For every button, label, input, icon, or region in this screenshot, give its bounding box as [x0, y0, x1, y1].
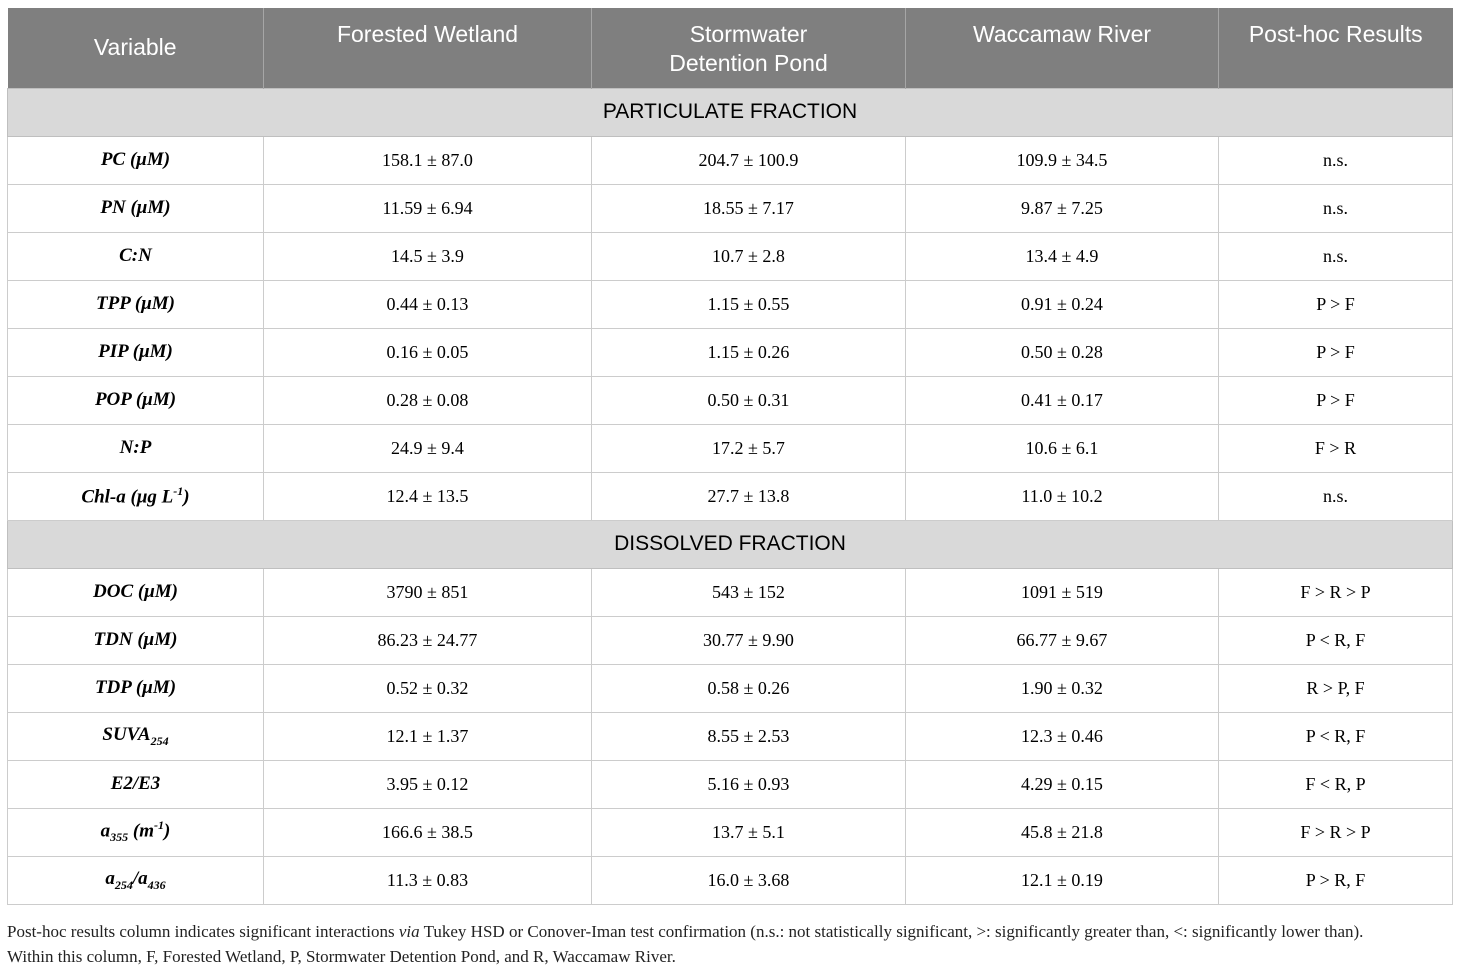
variable-cell: PIP (μM) — [8, 328, 264, 376]
forested-value: 0.52 ± 0.32 — [264, 664, 592, 712]
river-value: 45.8 ± 21.8 — [906, 808, 1219, 856]
header-stormwater-line2: Detention Pond — [669, 50, 828, 76]
river-value: 12.1 ± 0.19 — [906, 856, 1219, 904]
header-stormwater-pond — [592, 8, 906, 88]
table-row — [8, 136, 1453, 184]
table-row — [8, 808, 1453, 856]
variable-label-main: a — [100, 820, 111, 842]
variable-label-sup: -1 — [173, 483, 184, 498]
forested-value: 12.4 ± 13.5 — [264, 472, 592, 520]
river-value: 0.41 ± 0.17 — [906, 376, 1219, 424]
forested-value: 0.16 ± 0.05 — [264, 328, 592, 376]
table-row — [8, 424, 1453, 472]
forested-value: 3790 ± 851 — [264, 568, 592, 616]
river-value: 4.29 ± 0.15 — [906, 760, 1219, 808]
posthoc-value: F > R — [1219, 424, 1453, 472]
header-row — [8, 8, 1453, 88]
variable-cell — [8, 472, 264, 520]
section-row-particulate — [8, 88, 1453, 136]
variable-label-sub: 254 — [114, 877, 133, 892]
section-label-dissolved: DISSOLVED FRACTION — [8, 520, 1453, 568]
footnote-line-1 — [7, 919, 1455, 944]
table-row — [8, 232, 1453, 280]
variable-label-sub2: 436 — [147, 877, 166, 892]
table-row — [8, 472, 1453, 520]
forested-value: 0.28 ± 0.08 — [264, 376, 592, 424]
forested-value: 11.3 ± 0.83 — [264, 856, 592, 904]
variable-cell — [8, 856, 264, 904]
table-row — [8, 280, 1453, 328]
variable-cell: PC (μM) — [8, 136, 264, 184]
posthoc-value: P < R, F — [1219, 712, 1453, 760]
pond-value: 5.16 ± 0.93 — [592, 760, 906, 808]
variable-label-tail: ) — [164, 820, 171, 842]
posthoc-value: R > P, F — [1219, 664, 1453, 712]
forested-value: 11.59 ± 6.94 — [264, 184, 592, 232]
variable-cell: POP (μM) — [8, 376, 264, 424]
section-row-dissolved — [8, 520, 1453, 568]
pond-value: 10.7 ± 2.8 — [592, 232, 906, 280]
table-row — [8, 328, 1453, 376]
table-row — [8, 664, 1453, 712]
posthoc-value: P < R, F — [1219, 616, 1453, 664]
table-row — [8, 616, 1453, 664]
table-row — [8, 376, 1453, 424]
forested-value: 12.1 ± 1.37 — [264, 712, 592, 760]
header-forested-wetland: Forested Wetland — [264, 8, 592, 88]
variable-cell: TDN (μM) — [8, 616, 264, 664]
pond-value: 8.55 ± 2.53 — [592, 712, 906, 760]
river-value: 66.77 ± 9.67 — [906, 616, 1219, 664]
header-waccamaw-river: Waccamaw River — [906, 8, 1219, 88]
pond-value: 27.7 ± 13.8 — [592, 472, 906, 520]
pond-value: 13.7 ± 5.1 — [592, 808, 906, 856]
pond-value: 1.15 ± 0.55 — [592, 280, 906, 328]
river-value: 9.87 ± 7.25 — [906, 184, 1219, 232]
river-value: 12.3 ± 0.46 — [906, 712, 1219, 760]
pond-value: 204.7 ± 100.9 — [592, 136, 906, 184]
forested-value: 3.95 ± 0.12 — [264, 760, 592, 808]
footnote-text-a: Post-hoc results column indicates significant interactions — [7, 922, 399, 941]
variable-cell — [8, 808, 264, 856]
footnote-line-2: Within this column, F, Forested Wetland, P, Stormwater Detention Pond, and R, Waccamaw River. — [7, 947, 676, 966]
river-value: 109.9 ± 34.5 — [906, 136, 1219, 184]
variable-label-sub: 254 — [150, 733, 169, 748]
variable-cell: E2/E3 — [8, 760, 264, 808]
header-variable: Variable — [8, 8, 264, 88]
river-value: 0.91 ± 0.24 — [906, 280, 1219, 328]
posthoc-value: P > F — [1219, 280, 1453, 328]
river-value: 1.90 ± 0.32 — [906, 664, 1219, 712]
footnote-via: via — [398, 922, 420, 941]
pond-value: 543 ± 152 — [592, 568, 906, 616]
posthoc-value: P > F — [1219, 376, 1453, 424]
variable-label-main: Chl-a (μg L — [81, 486, 174, 508]
variable-label-sup: -1 — [154, 818, 165, 833]
posthoc-value: n.s. — [1219, 232, 1453, 280]
river-value: 1091 ± 519 — [906, 568, 1219, 616]
footnote-text-b: Tukey HSD or Conover-Iman test confirmation (n.s.: not statistically significant, >: significantly greater than, <: significantly lower than). — [419, 922, 1364, 941]
variable-label-sub: 355 — [110, 830, 129, 845]
variable-cell: PN (μM) — [8, 184, 264, 232]
posthoc-value: n.s. — [1219, 472, 1453, 520]
pond-value: 16.0 ± 3.68 — [592, 856, 906, 904]
variable-label-tail: ) — [183, 486, 190, 508]
variable-label-main: SUVA — [102, 723, 151, 745]
pond-value: 17.2 ± 5.7 — [592, 424, 906, 472]
variable-cell: TPP (μM) — [8, 280, 264, 328]
results-table — [7, 8, 1453, 905]
table-row — [8, 568, 1453, 616]
table-row — [8, 760, 1453, 808]
variable-cell — [8, 712, 264, 760]
forested-value: 0.44 ± 0.13 — [264, 280, 592, 328]
river-value: 13.4 ± 4.9 — [906, 232, 1219, 280]
table-footnote — [7, 919, 1455, 969]
posthoc-value: n.s. — [1219, 184, 1453, 232]
header-posthoc: Post-hoc Results — [1219, 8, 1453, 88]
river-value: 11.0 ± 10.2 — [906, 472, 1219, 520]
variable-label-mid: /a — [132, 867, 148, 889]
variable-cell: TDP (μM) — [8, 664, 264, 712]
river-value: 0.50 ± 0.28 — [906, 328, 1219, 376]
variable-cell: C:N — [8, 232, 264, 280]
table-row — [8, 184, 1453, 232]
variable-label-mid: (m — [128, 820, 155, 842]
posthoc-value: P > R, F — [1219, 856, 1453, 904]
forested-value: 158.1 ± 87.0 — [264, 136, 592, 184]
pond-value: 0.58 ± 0.26 — [592, 664, 906, 712]
forested-value: 14.5 ± 3.9 — [264, 232, 592, 280]
posthoc-value: F < R, P — [1219, 760, 1453, 808]
variable-label-main: a — [105, 867, 115, 889]
pond-value: 1.15 ± 0.26 — [592, 328, 906, 376]
table-row — [8, 712, 1453, 760]
forested-value: 24.9 ± 9.4 — [264, 424, 592, 472]
section-label-particulate: PARTICULATE FRACTION — [8, 88, 1453, 136]
pond-value: 18.55 ± 7.17 — [592, 184, 906, 232]
posthoc-value: F > R > P — [1219, 808, 1453, 856]
pond-value: 0.50 ± 0.31 — [592, 376, 906, 424]
forested-value: 166.6 ± 38.5 — [264, 808, 592, 856]
table-row — [8, 856, 1453, 904]
posthoc-value: F > R > P — [1219, 568, 1453, 616]
variable-cell: DOC (μM) — [8, 568, 264, 616]
river-value: 10.6 ± 6.1 — [906, 424, 1219, 472]
header-stormwater-line1: Stormwater — [689, 21, 808, 47]
posthoc-value: n.s. — [1219, 136, 1453, 184]
forested-value: 86.23 ± 24.77 — [264, 616, 592, 664]
pond-value: 30.77 ± 9.90 — [592, 616, 906, 664]
posthoc-value: P > F — [1219, 328, 1453, 376]
variable-cell: N:P — [8, 424, 264, 472]
